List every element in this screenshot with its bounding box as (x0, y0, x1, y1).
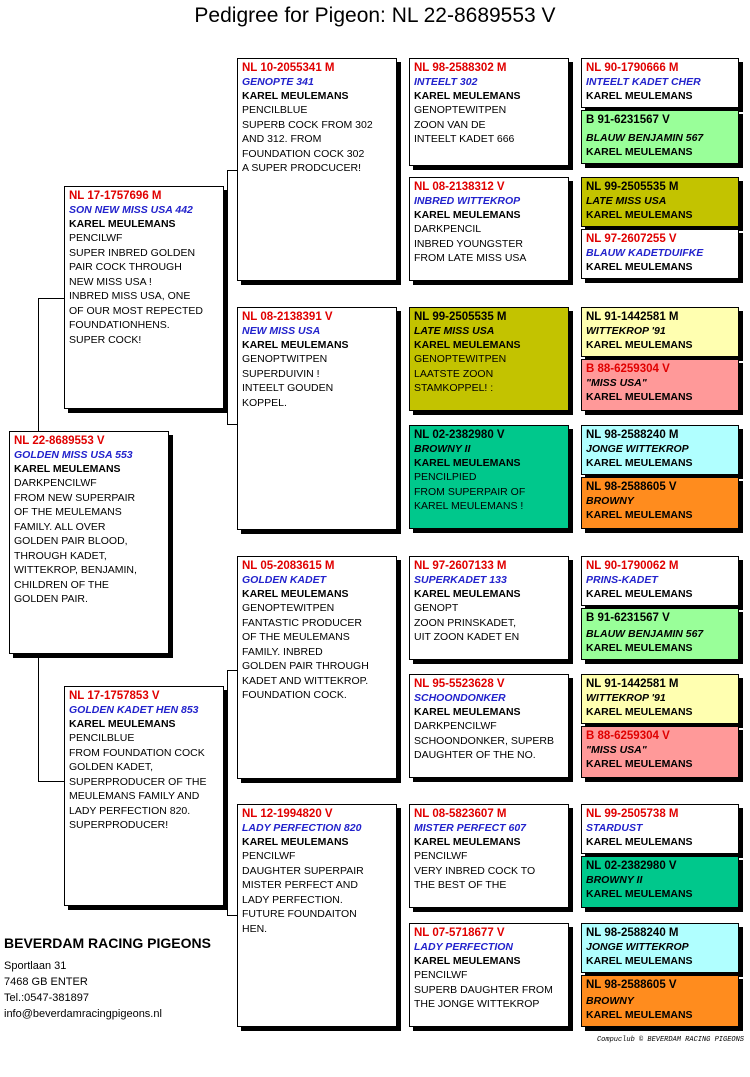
pedigree-card-dam-sire[interactable] (237, 556, 397, 779)
city-address: 7468 GB ENTER (4, 976, 88, 988)
pigeon-name: JONGE WITTEKROP (586, 941, 689, 953)
pigeon-notes: GENOPTEWITPEN LAATSTE ZOON STAMKOPPEL! : (414, 353, 507, 394)
owner-name: KAREL MEULEMANS (69, 718, 176, 730)
pigeon-name: INTEELT KADET CHER (586, 76, 701, 88)
pigeon-name: LADY PERFECTION 820 (242, 822, 362, 834)
pigeon-notes: GENOPTEWITPEN FANTASTIC PRODUCER OF THE MEULEMANS FAMILY. INBRED GOLDEN PAIR THROUGH KADET AND WITTEKROP. FOUNDATION COCK. (242, 602, 369, 701)
pigeon-name: GENOPTE 341 (242, 76, 314, 88)
pigeon-name: STARDUST (586, 822, 643, 834)
pedigree-card-dds[interactable] (409, 804, 569, 908)
ring-number: NL 17-1757853 V (69, 690, 160, 702)
pedigree-card-g5-4[interactable] (581, 229, 739, 279)
ring-number: B 88-6259304 V (586, 363, 670, 375)
pigeon-name: LADY PERFECTION (414, 941, 513, 953)
pigeon-name: "MISS USA" (586, 744, 647, 756)
ring-number: NL 17-1757696 M (69, 190, 162, 202)
connector-line (227, 670, 237, 671)
ring-number: NL 99-2505535 M (586, 181, 679, 193)
pedigree-card-g5-11[interactable] (581, 674, 739, 724)
pedigree-card-ssd[interactable] (409, 177, 569, 281)
pigeon-name: BROWNY (586, 995, 634, 1007)
ring-number: NL 08-2138312 V (414, 181, 505, 193)
owner-name: KAREL MEULEMANS (242, 339, 349, 351)
owner-name: KAREL MEULEMANS (586, 146, 693, 158)
connector-line (38, 298, 39, 431)
pedigree-card-dss[interactable] (409, 556, 569, 660)
owner-name: KAREL MEULEMANS (414, 836, 521, 848)
pedigree-card-g5-12[interactable] (581, 726, 739, 778)
pedigree-card-g5-10[interactable] (581, 608, 739, 660)
owner-name: KAREL MEULEMANS (586, 391, 693, 403)
pigeon-name: WITTEKROP '91 (586, 692, 666, 704)
page-title: Pedigree for Pigeon: NL 22-8689553 V (194, 4, 556, 27)
owner-name: KAREL MEULEMANS (586, 955, 693, 967)
owner-name: KAREL MEULEMANS (414, 955, 521, 967)
pigeon-notes: PENCILWF VERY INBRED COCK TO THE BEST OF THE (414, 850, 536, 891)
pigeon-name: SON NEW MISS USA 442 (69, 204, 193, 216)
pedigree-card-dam-dam[interactable] (237, 804, 397, 1027)
pedigree-card-sss[interactable] (409, 58, 569, 166)
pigeon-name: SUPERKADET 133 (414, 574, 507, 586)
owner-name: KAREL MEULEMANS (586, 209, 693, 221)
pedigree-card-ddd[interactable] (409, 923, 569, 1027)
pigeon-notes: GENOPT ZOON PRINSKADET, UIT ZOON KADET EN (414, 602, 520, 643)
pigeon-name: INBRED WITTEKROP (414, 195, 521, 207)
pigeon-name: PRINS-KADET (586, 574, 658, 586)
ring-number: NL 02-2382980 V (414, 429, 505, 441)
owner-name: KAREL MEULEMANS (586, 588, 693, 600)
pigeon-name: BLAUW BENJAMIN 567 (586, 132, 704, 144)
connector-line (38, 654, 39, 781)
pigeon-name: JONGE WITTEKROP (586, 443, 689, 455)
ring-number: NL 98-2588240 M (586, 429, 679, 441)
owner-name: KAREL MEULEMANS (586, 836, 693, 848)
owner-name: KAREL MEULEMANS (586, 90, 693, 102)
pedigree-card-sire[interactable] (64, 186, 224, 409)
pigeon-name: NEW MISS USA (242, 325, 321, 337)
pigeon-notes: GENOPTWITPEN SUPERDUIVIN ! INTEELT GOUDEN KOPPEL. (242, 353, 334, 409)
ring-number: NL 08-5823607 M (414, 808, 507, 820)
pedigree-card-subject[interactable] (9, 431, 169, 654)
ring-number: NL 97-2607255 V (586, 233, 677, 245)
pigeon-notes: DARKPENCILWF FROM NEW SUPERPAIR OF THE MEULEMANS FAMILY. ALL OVER GOLDEN PAIR BLOOD, THROUGH KADET, WITTEKROP, BENJAMIN, CHILDREN OF THE GOLDEN PAIR. (14, 477, 137, 605)
ring-number: NL 02-2382980 V (586, 860, 677, 872)
ring-number: NL 05-2083615 M (242, 560, 335, 572)
pigeon-name: "MISS USA" (586, 377, 647, 389)
ring-number: NL 08-2138391 V (242, 311, 333, 323)
connector-line (227, 424, 237, 425)
owner-name: KAREL MEULEMANS (586, 706, 693, 718)
owner-name: KAREL MEULEMANS (586, 457, 693, 469)
email-link[interactable]: info@beverdamracingpigeons.nl (4, 1008, 162, 1020)
connector-line (227, 170, 237, 171)
ring-number: NL 97-2607133 M (414, 560, 507, 572)
owner-name: KAREL MEULEMANS (242, 836, 349, 848)
pedigree-card-sdd[interactable] (409, 425, 569, 529)
owner-name: KAREL MEULEMANS (69, 218, 176, 230)
pedigree-card-sire-dam[interactable] (237, 307, 397, 530)
pigeon-notes: PENCILBLUE FROM FOUNDATION COCK GOLDEN KADET, SUPERPRODUCER OF THE MEULEMANS FAMILY AND LADY PERFECTION 820. SUPERPRODUCER! (69, 732, 207, 831)
pigeon-name: SCHOONDONKER (414, 692, 506, 704)
pedigree-card-g5-2[interactable] (581, 110, 739, 164)
pigeon-name: LATE MISS USA (586, 195, 667, 207)
pigeon-name: WITTEKROP '91 (586, 325, 666, 337)
pedigree-card-g5-9[interactable] (581, 556, 739, 606)
pigeon-name: GOLDEN MISS USA 553 (14, 449, 133, 461)
owner-name: KAREL MEULEMANS (586, 642, 693, 654)
pedigree-card-g5-3[interactable] (581, 177, 739, 227)
pedigree-card-g5-15[interactable] (581, 923, 739, 973)
pigeon-name: MISTER PERFECT 607 (414, 822, 527, 834)
pedigree-card-dam[interactable] (64, 686, 224, 906)
connector-line (38, 298, 64, 299)
owner-name: KAREL MEULEMANS (242, 588, 349, 600)
street-address: Sportlaan 31 (4, 960, 67, 972)
owner-name: KAREL MEULEMANS (586, 888, 693, 900)
pedigree-card-g5-1[interactable] (581, 58, 739, 108)
ring-number: NL 98-2588605 V (586, 481, 677, 493)
pedigree-card-g5-6[interactable] (581, 359, 739, 411)
pedigree-card-g5-7[interactable] (581, 425, 739, 475)
owner-name: KAREL MEULEMANS (586, 758, 693, 770)
ring-number: NL 99-2505738 M (586, 808, 679, 820)
ring-number: NL 98-2588240 M (586, 927, 679, 939)
ring-number: NL 95-5523628 V (414, 678, 505, 690)
connector-line (38, 781, 64, 782)
owner-name: KAREL MEULEMANS (586, 1009, 693, 1021)
owner-name: KAREL MEULEMANS (586, 261, 693, 273)
pedigree-card-g5-14[interactable] (581, 856, 739, 908)
ring-number: B 88-6259304 V (586, 730, 670, 742)
owner-name: KAREL MEULEMANS (414, 339, 521, 351)
ring-number: NL 22-8689553 V (14, 435, 105, 447)
pedigree-card-sire-sire[interactable] (237, 58, 397, 281)
pigeon-name: BLAUW KADETDUIFKE (586, 247, 704, 259)
ring-number: NL 98-2588302 M (414, 62, 507, 74)
ring-number: NL 07-5718677 V (414, 927, 505, 939)
pigeon-name: BLAUW BENJAMIN 567 (586, 628, 704, 640)
pigeon-name: GOLDEN KADET (242, 574, 326, 586)
connector-line (227, 670, 228, 915)
owner-name: KAREL MEULEMANS (586, 339, 693, 351)
owner-name: KAREL MEULEMANS (586, 509, 693, 521)
owner-name: KAREL MEULEMANS (414, 588, 521, 600)
pedigree-card-g5-8[interactable] (581, 477, 739, 529)
copyright-credit: Compuclub © BEVERDAM RACING PIGEONS (596, 1036, 744, 1044)
ring-number: NL 90-1790666 M (586, 62, 679, 74)
connector-line (227, 170, 228, 424)
pigeon-notes: GENOPTEWITPEN ZOON VAN DE INTEELT KADET 666 (414, 104, 515, 145)
connector-line (227, 915, 237, 916)
owner-name: KAREL MEULEMANS (14, 463, 121, 475)
loft-contact-block (4, 934, 211, 1022)
ring-number: NL 99-2505535 M (414, 311, 507, 323)
pigeon-notes: DARKPENCILWF SCHOONDONKER, SUPERB DAUGHTER OF THE NO. (414, 720, 555, 761)
owner-name: KAREL MEULEMANS (414, 457, 521, 469)
pigeon-name: INTEELT 302 (414, 76, 478, 88)
pigeon-notes: PENCILBLUE SUPERB COCK FROM 302 AND 312. FROM FOUNDATION COCK 302 A SUPER PRODCUCER! (242, 104, 373, 174)
pedigree-card-sds[interactable] (409, 307, 569, 411)
owner-name: KAREL MEULEMANS (242, 90, 349, 102)
ring-number: NL 90-1790062 M (586, 560, 679, 572)
pigeon-notes: PENCILWF DAUGHTER SUPERPAIR MISTER PERFECT AND LADY PERFECTION. FUTURE FOUNDAITON HEN. (242, 850, 364, 935)
pigeon-notes: DARKPENCIL INBRED YOUNGSTER FROM LATE MISS USA (414, 223, 527, 264)
pedigree-card-g5-13[interactable] (581, 804, 739, 854)
telephone: Tel.:0547-381897 (4, 992, 90, 1004)
ring-number: NL 91-1442581 M (586, 678, 679, 690)
owner-name: KAREL MEULEMANS (414, 90, 521, 102)
ring-number: NL 91-1442581 M (586, 311, 679, 323)
pedigree-card-dsd[interactable] (409, 674, 569, 778)
ring-number: NL 98-2588605 V (586, 979, 677, 991)
ring-number: B 91-6231567 V (586, 612, 670, 624)
pedigree-card-g5-5[interactable] (581, 307, 739, 357)
pigeon-notes: PENCILPIED FROM SUPERPAIR OF KAREL MEULEMANS ! (414, 471, 526, 512)
pigeon-name: LATE MISS USA (414, 325, 495, 337)
ring-number: NL 12-1994820 V (242, 808, 333, 820)
owner-name: KAREL MEULEMANS (414, 706, 521, 718)
pigeon-name: GOLDEN KADET HEN 853 (69, 704, 199, 716)
pedigree-card-g5-16[interactable] (581, 975, 739, 1027)
pigeon-notes: PENCILWF SUPER INBRED GOLDEN PAIR COCK THROUGH NEW MISS USA ! INBRED MISS USA, ONE OF OUR MOST REPECTED FOUNDATIONHENS. SUPER COCK! (69, 232, 203, 346)
ring-number: NL 10-2055341 M (242, 62, 335, 74)
ring-number: B 91-6231567 V (586, 114, 670, 126)
pigeon-name: BROWNY (586, 495, 634, 507)
owner-name: KAREL MEULEMANS (414, 209, 521, 221)
loft-name: BEVERDAM RACING PIGEONS (4, 935, 211, 951)
pigeon-name: BROWNY II (586, 874, 643, 886)
pigeon-notes: PENCILWF SUPERB DAUGHTER FROM THE JONGE WITTEKROP (414, 969, 553, 1010)
pigeon-name: BROWNY II (414, 443, 471, 455)
